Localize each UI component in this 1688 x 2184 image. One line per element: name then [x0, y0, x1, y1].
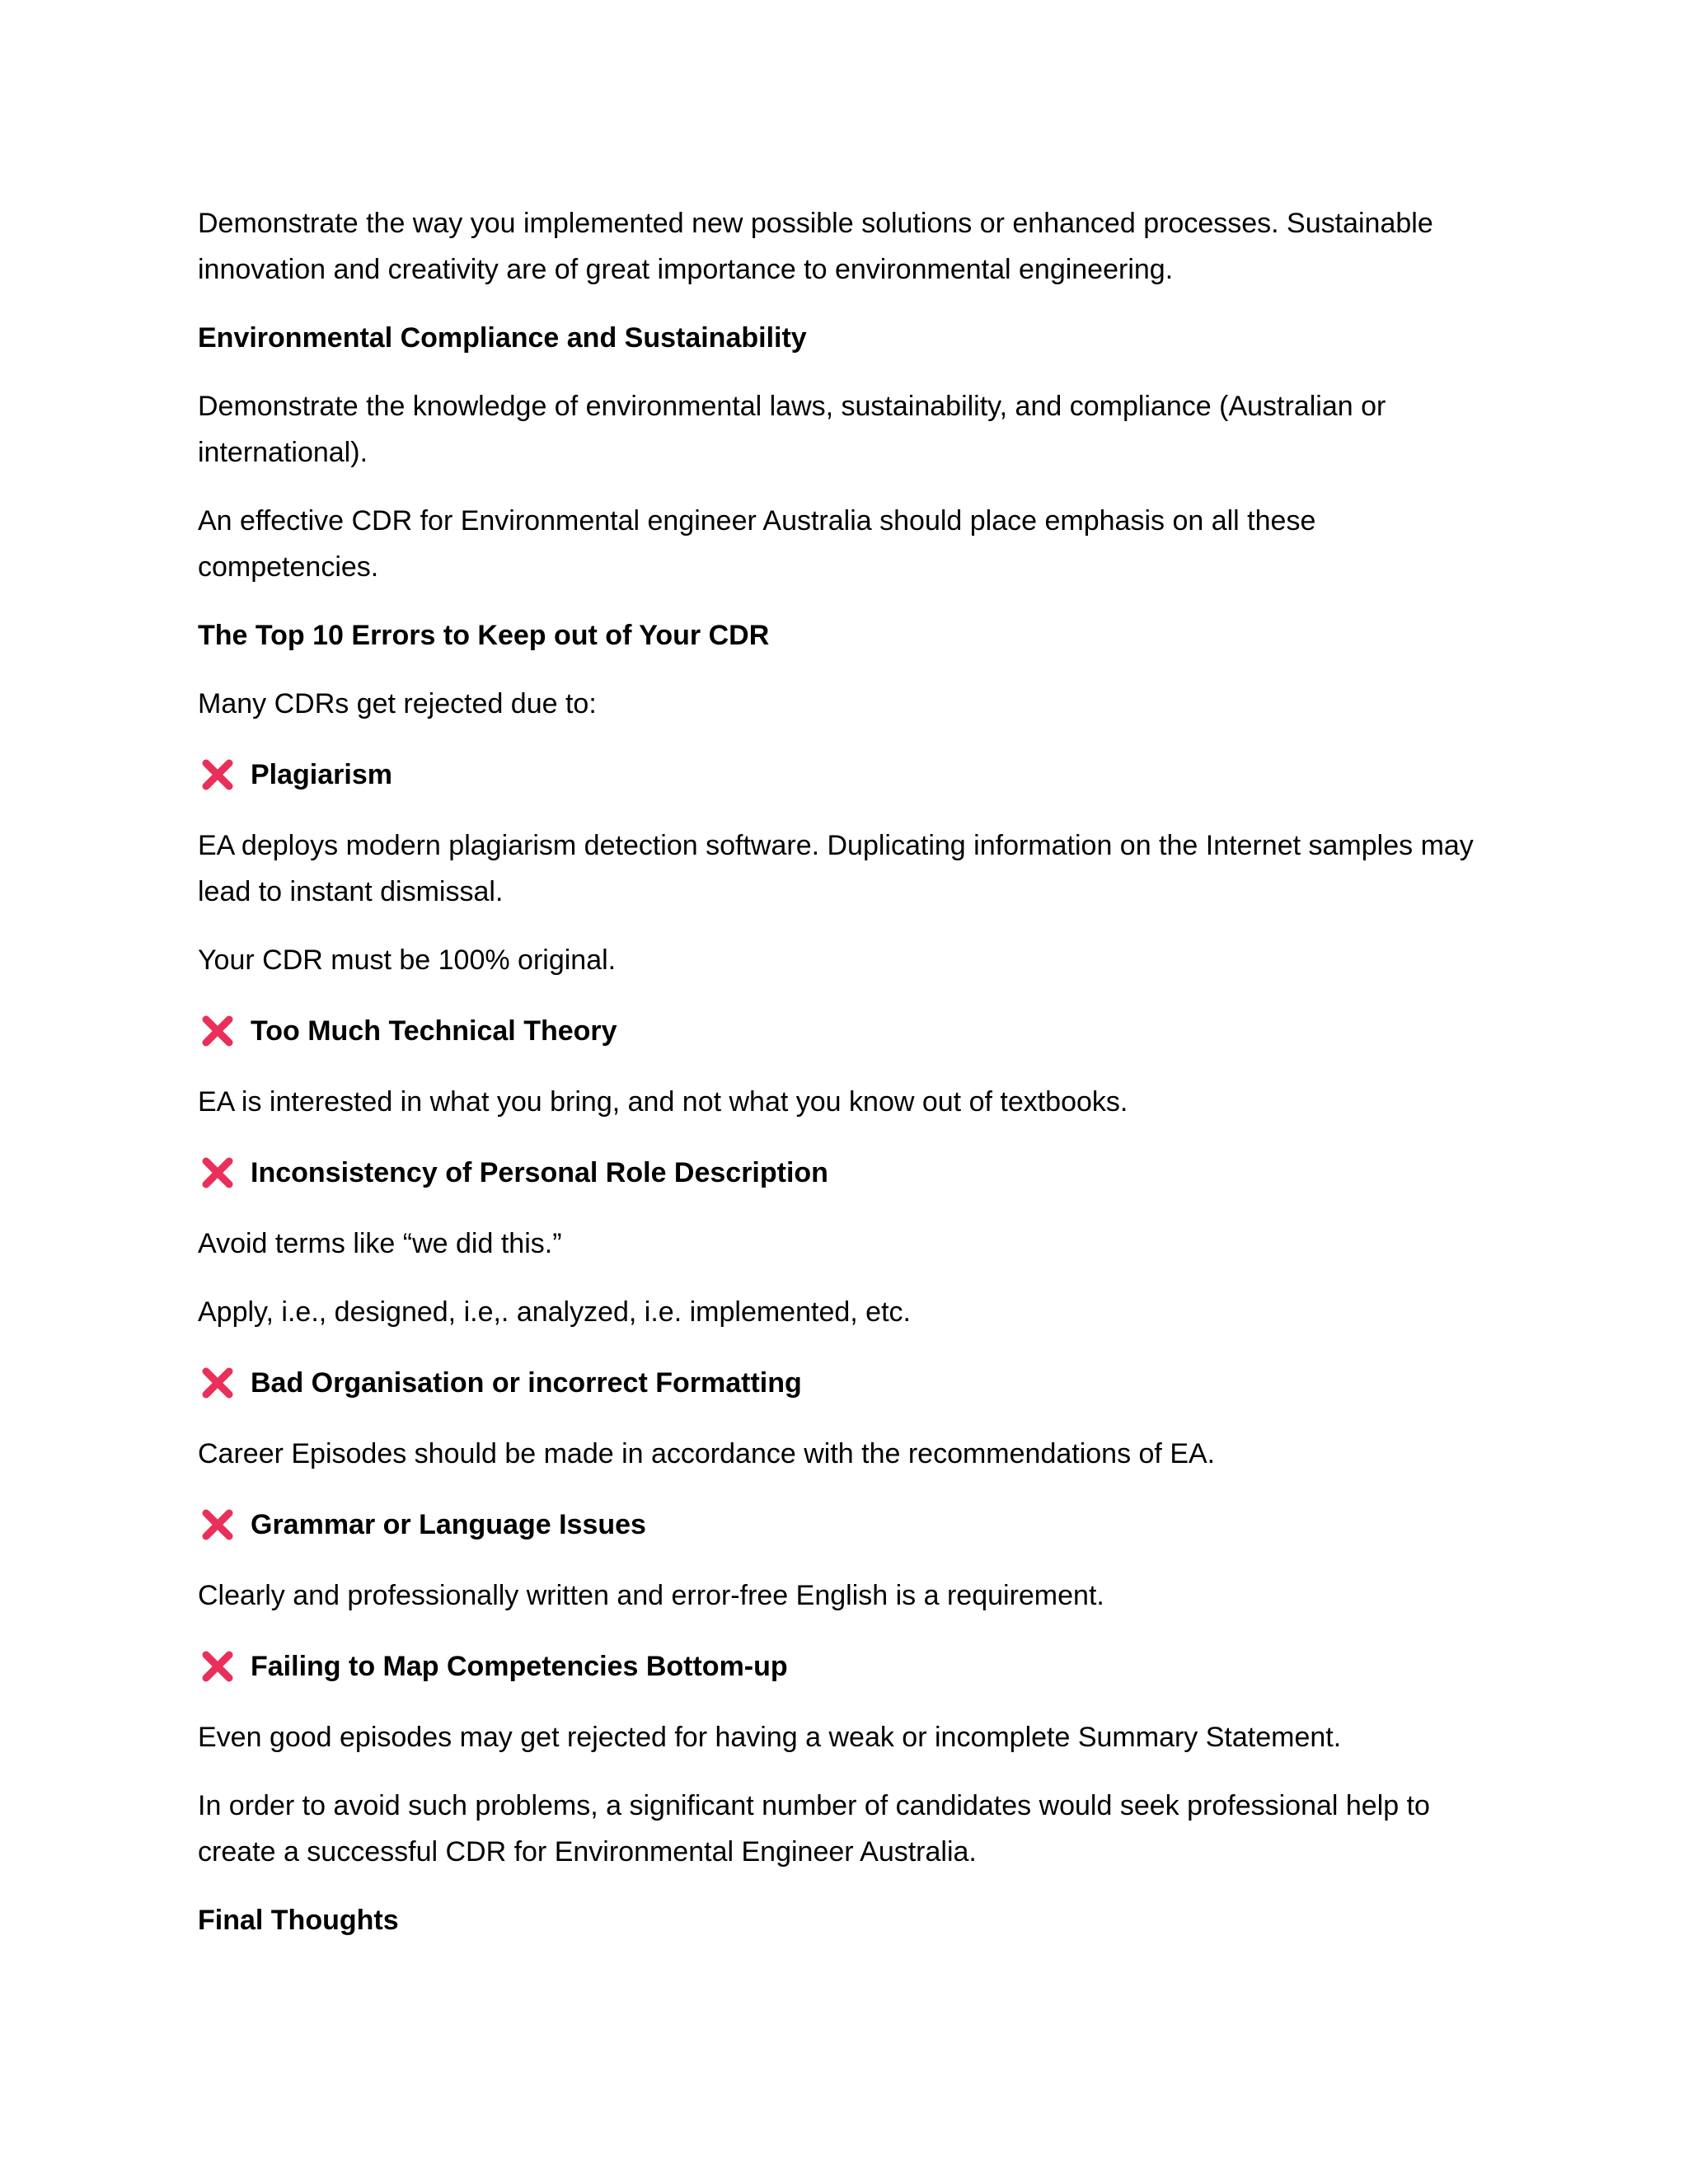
error-heading-label: Grammar or Language Issues [251, 1509, 646, 1540]
original-paragraph: Your CDR must be 100% original. [198, 944, 617, 976]
cross-mark-icon [198, 755, 237, 794]
error-heading-format [198, 1357, 1500, 1408]
top-errors-heading: The Top 10 Errors to Keep out of Your CDR [198, 620, 770, 651]
plagiarism-paragraph: EA deploys modern plagiarism detection software. Duplicating information on the Internet samples may lead to instant dismissal. [198, 830, 1474, 907]
error-heading-plagiarism [198, 749, 1500, 800]
theory-paragraph: EA is interested in what you bring, and not what you know out of textbooks. [198, 1086, 1128, 1118]
error-heading-label: Inconsistency of Personal Role Description [251, 1157, 828, 1188]
effective-cdr-paragraph: An effective CDR for Environmental engineer Australia should place emphasis on all these competencies. [198, 505, 1316, 583]
grammar-paragraph: Clearly and professionally written and error-free English is a requirement. [198, 1580, 1104, 1611]
error-heading-label: Bad Organisation or incorrect Formatting [251, 1367, 802, 1399]
error-heading-grammar [198, 1499, 1500, 1550]
error-heading-label: Failing to Map Competencies Bottom-up [251, 1651, 788, 1682]
compliance-paragraph: Demonstrate the knowledge of environmental laws, sustainability, and compliance (Australian or international). [198, 391, 1386, 468]
document-body [198, 200, 1500, 1966]
cross-mark-icon [198, 1011, 237, 1051]
error-heading-label: Plagiarism [251, 759, 392, 790]
error-heading-role [198, 1147, 1500, 1198]
cross-mark-icon [198, 1505, 237, 1544]
role-paragraph-2: Apply, i.e., designed, i.e,. analyzed, i.e. implemented, etc. [198, 1296, 911, 1328]
rejected-intro-paragraph: Many CDRs get rejected due to: [198, 688, 597, 719]
cross-mark-icon [198, 1153, 237, 1193]
format-paragraph: Career Episodes should be made in accordance with the recommendations of EA. [198, 1438, 1216, 1469]
mapping-paragraph: Even good episodes may get rejected for having a weak or incomplete Summary Statement. [198, 1722, 1342, 1753]
error-heading-mapping [198, 1641, 1500, 1692]
intro-paragraph: Demonstrate the way you implemented new possible solutions or enhanced processes. Sustainable innovation and creativity are of great importance to environmental engineering. [198, 208, 1433, 285]
final-thoughts-heading: Final Thoughts [198, 1905, 399, 1936]
professional-help-paragraph: In order to avoid such problems, a significant number of candidates would seek professional help to create a successful CDR for Environmental Engineer Australia. [198, 1790, 1430, 1868]
role-paragraph-1: Avoid terms like “we did this.” [198, 1228, 562, 1259]
compliance-heading: Environmental Compliance and Sustainability [198, 322, 807, 354]
cross-mark-icon [198, 1647, 237, 1686]
error-heading-theory [198, 1005, 1500, 1057]
error-heading-label: Too Much Technical Theory [251, 1015, 617, 1047]
cross-mark-icon [198, 1363, 237, 1403]
